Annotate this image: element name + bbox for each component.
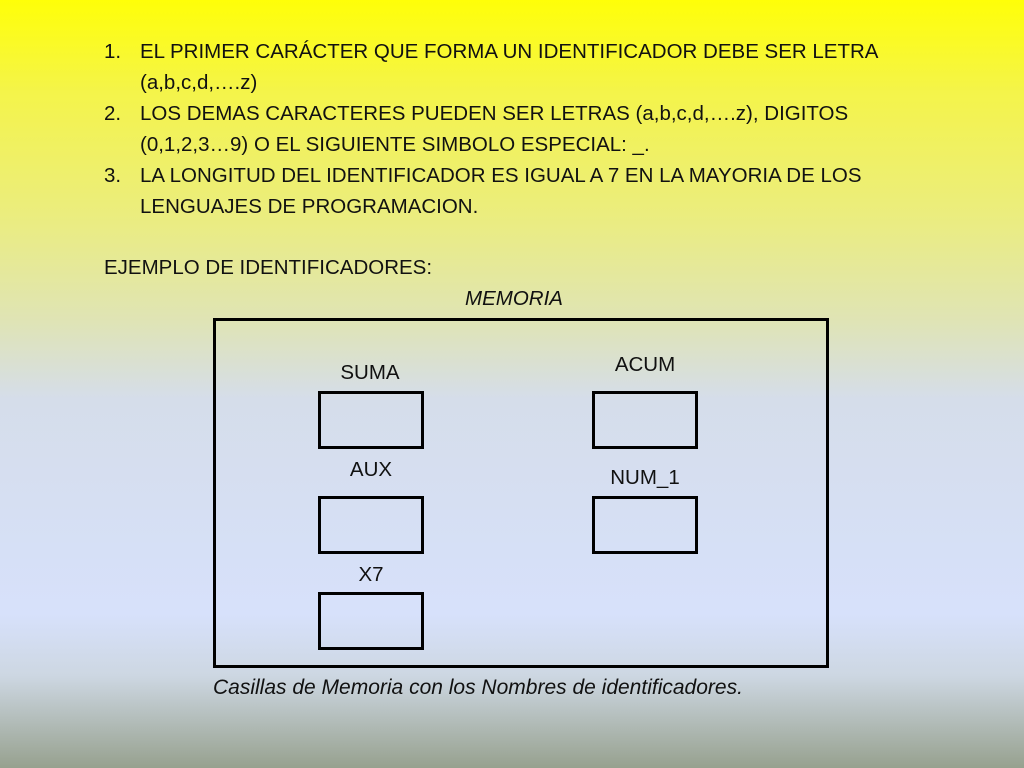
memory-box (213, 318, 829, 668)
memory-slot-acum (592, 391, 698, 449)
rule-number: 3. (104, 164, 122, 187)
rule-number: 1. (104, 40, 122, 63)
rule-item (104, 98, 904, 160)
rule-text: LOS DEMAS CARACTERES PUEDEN SER LETRAS (a,b,c,d,….z), DIGITOS (0,1,2,3…9) O EL SIGUIENTE SIMBOLO ESPECIAL: _. (140, 102, 849, 156)
memory-caption: Casillas de Memoria con los Nombres de identificadores. (213, 676, 743, 699)
identifier-rules-list (104, 36, 904, 222)
example-heading: EJEMPLO DE IDENTIFICADORES: (104, 256, 433, 279)
memory-slot-x7 (318, 592, 424, 650)
slot-label-suma: SUMA (340, 361, 400, 384)
rule-text: EL PRIMER CARÁCTER QUE FORMA UN IDENTIFICADOR DEBE SER LETRA (a,b,c,d,….z) (140, 40, 878, 94)
memory-title: MEMORIA (465, 287, 563, 310)
rule-text: LA LONGITUD DEL IDENTIFICADOR ES IGUAL A 7 EN LA MAYORIA DE LOS LENGUAJES DE PROGRAMACION. (140, 164, 862, 218)
slot-label-x7: X7 (358, 563, 384, 586)
memory-slot-aux (318, 496, 424, 554)
rule-item (104, 36, 904, 98)
slot-label-aux: AUX (349, 458, 393, 481)
slot-label-num-1: NUM_1 (610, 466, 680, 489)
rule-item (104, 160, 904, 222)
memory-slot-suma (318, 391, 424, 449)
slot-label-acum: ACUM (614, 353, 676, 376)
memory-slot-num-1 (592, 496, 698, 554)
rule-number: 2. (104, 102, 122, 125)
